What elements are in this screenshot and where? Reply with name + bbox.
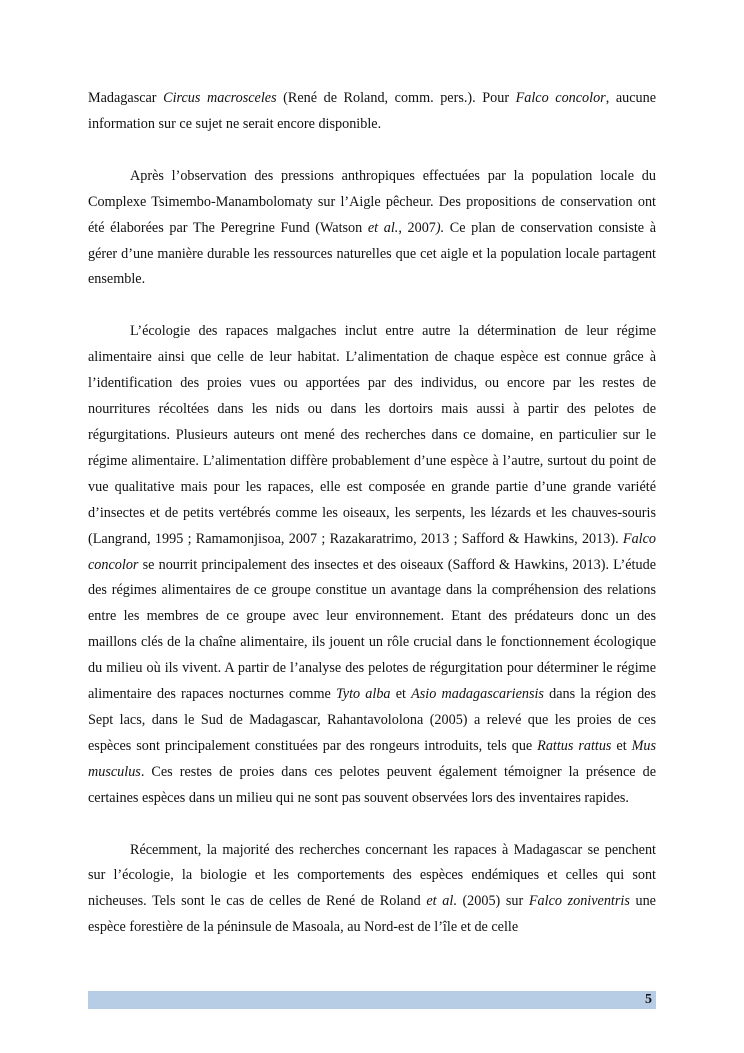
text-segment: une espèce forestière de la péninsule de Masoala, au Nord-est de l’île et de celle	[88, 893, 656, 936]
italic-text: Mus musculus	[88, 737, 656, 780]
italic-text: Asio madagascariensis	[411, 686, 544, 703]
paragraph	[88, 319, 656, 811]
italic-text: Falco concolor	[88, 530, 656, 573]
text-segment: L’écologie des rapaces malgaches inclut entre autre la détermination de leur régime alimentaire ainsi que celle de leur habitat. L’alimentation de chaque espèce est connue grâce à l’identification des proies vues ou apportées par des individus, ou encore par les restes de nourritures récoltées dans les nids ou dans les dortoirs mais aussi à partir des pelotes de régurgitations. Plusieurs auteurs ont mené des recherches dans ce domaine, en particulier sur le régime alimentaire. L’alimentation diffère probablement d’une espèce à l’autre, surtout du point de vue qualitative mais pour les rapaces, elle est composée en grande partie d’une grande variété d’insectes et de petits vertébrés comme les oiseaux, les serpents, les lézards et les chauves-souris (Langrand, 1995 ; Ramamonjisoa, 2007 ; Razakaratrimo, 2013 ; Safford & Hawkins, 2013).	[88, 323, 656, 547]
italic-text: ).	[435, 219, 445, 236]
text-segment: . (2005) sur	[453, 893, 529, 910]
paragraph	[88, 164, 656, 294]
text-segment: . Ces restes de proies dans ces pelotes peuvent également témoigner la présence de certaines espèces dans un milieu qui ne sont pas souvent observées lors des inventaires rapides.	[88, 763, 656, 806]
italic-text: Falco zoniventris	[528, 893, 630, 910]
text-segment: Récemment, la majorité des recherches concernant les rapaces à Madagascar se penchent sur l’écologie, la biologie et les comportements des espèces endémiques et celles qui sont nicheuses. Tels sont le cas de celles de René de Roland	[88, 841, 656, 910]
text-segment: , aucune information sur ce sujet ne serait encore disponible.	[88, 90, 656, 132]
text-segment: se nourrit principalement des insectes et des oiseaux (Safford & Hawkins, 2013). L’étude des régimes alimentaires de ce groupe constitue un avantage dans la compréhension des relations entre les membres de ce groupe avec leur environnement. Etant des prédateurs donc un des maillons clés de la chaîne alimentaire, ils jouent un rôle crucial dans le fonctionnement écologique du milieu où ils vivent. A partir de l’analyse des pelotes de régurgitation pour déterminer le régime alimentaire des rapaces nocturnes comme	[88, 556, 656, 703]
footer-bar	[88, 991, 656, 1009]
italic-text: Tyto alba	[335, 686, 391, 703]
italic-text: et al	[426, 893, 454, 910]
italic-text: Rattus rattus	[537, 737, 612, 754]
text-segment: Ce plan de conservation consiste à gérer d’une manière durable les ressources naturelles que cet aigle et la population locale partagent ensemble.	[88, 219, 657, 288]
text-segment: (René de Roland, comm. pers.). Pour	[276, 90, 516, 106]
text-segment: dans la région des Sept lacs, dans le Sud de Madagascar, Rahantavololona (2005) a relevé que les proies de ces espèces sont principalement constituées par des rongeurs introduits, tels que	[88, 686, 656, 754]
text-segment: , 2007	[398, 219, 436, 236]
italic-text: Circus macrosceles	[163, 90, 277, 106]
text-segment: Après l’observation des pressions anthropiques effectuées par la population locale du Complexe Tsimembo-Manambolomaty sur l’Aigle pêcheur. Des propositions de conservation ont été élaborées par The Peregrine Fund (Watson	[88, 167, 656, 236]
text-segment: et	[390, 686, 412, 703]
document-body	[88, 86, 656, 967]
page-number: 5	[645, 992, 652, 1007]
italic-text: et al.	[367, 219, 399, 236]
text-segment: et	[611, 737, 632, 754]
paragraph	[88, 838, 656, 942]
paragraph	[88, 86, 656, 138]
italic-text: Falco concolor	[515, 90, 606, 106]
text-segment: Madagascar	[88, 90, 164, 106]
